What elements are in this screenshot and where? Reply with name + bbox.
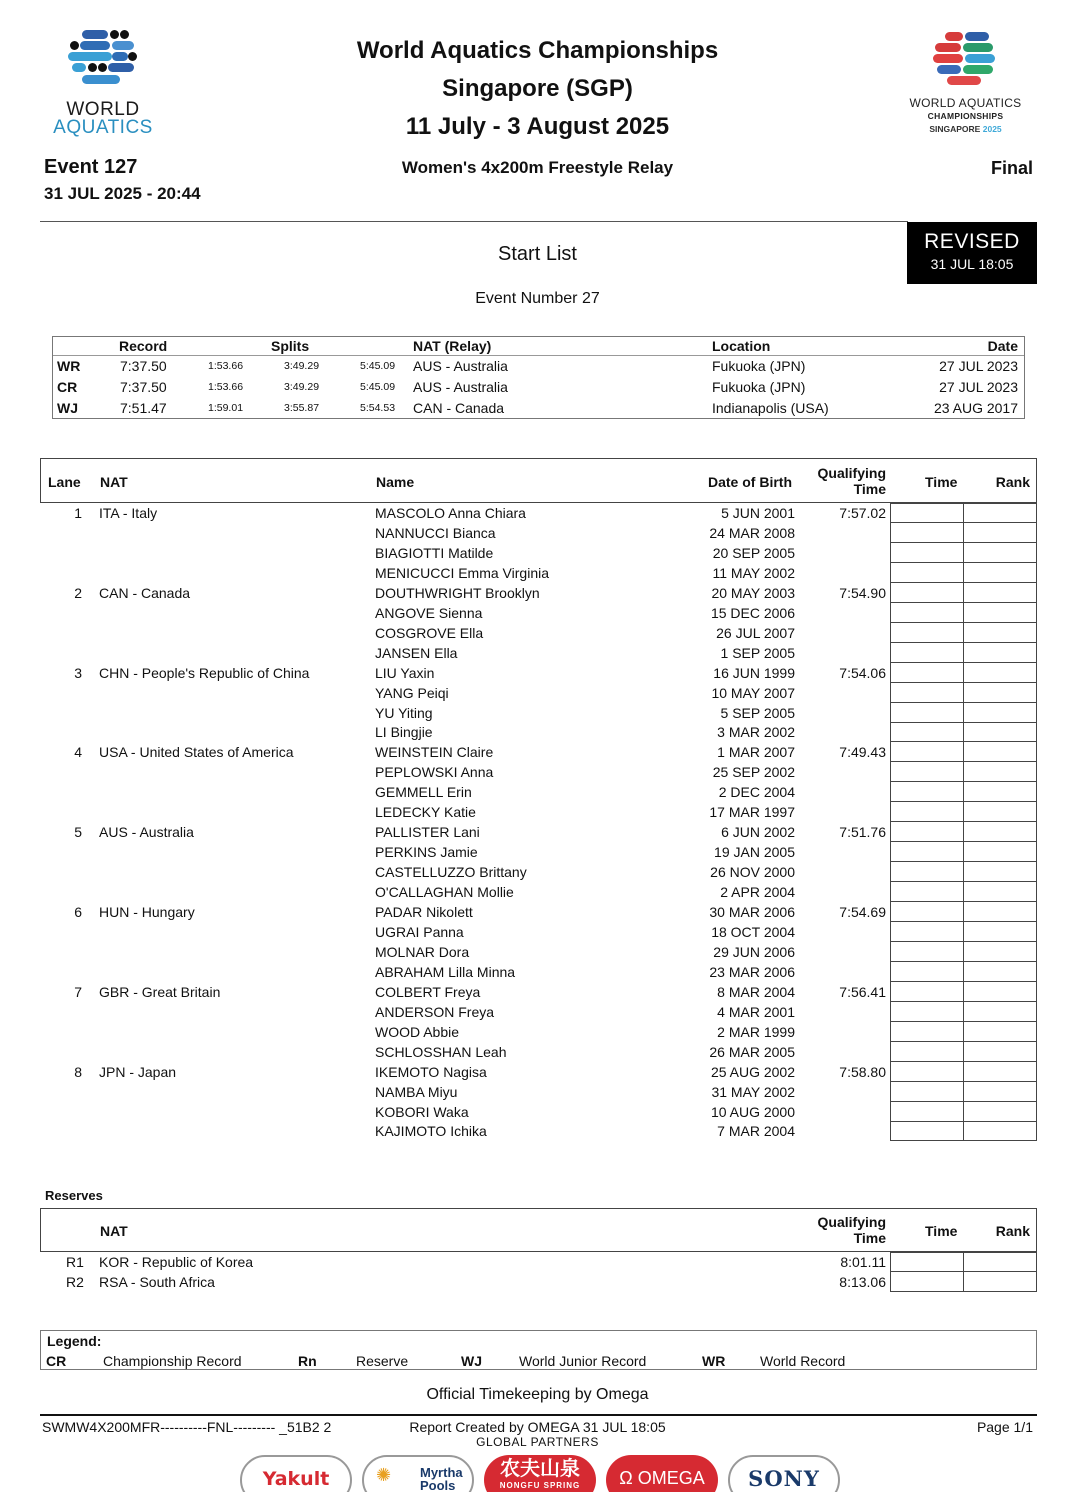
rank-entry-box <box>963 782 1037 802</box>
table-row <box>40 922 1037 942</box>
swimmer-dob: 29 JUN 2006 <box>713 943 795 960</box>
legend-desc-rn: Reserve <box>356 1353 409 1369</box>
lane-number: 5 <box>74 824 82 841</box>
logo-text-city: SINGAPORE <box>929 124 981 134</box>
table-row <box>40 543 1037 563</box>
rank-entry-box <box>963 1062 1037 1082</box>
reserves-header-nat: NAT <box>100 1223 128 1239</box>
lane-number: 7 <box>74 983 82 1000</box>
swimmer-dob: 1 SEP 2005 <box>720 644 795 661</box>
time-entry-box <box>890 862 964 882</box>
record-date: 23 AUG 2017 <box>933 400 1018 416</box>
partner-nongfu-text: 农夫山泉 <box>500 1458 580 1480</box>
table-row <box>40 703 1037 723</box>
records-header-record: Record <box>119 338 168 354</box>
rank-entry-box <box>963 742 1037 762</box>
records-header-location: Location <box>712 338 771 354</box>
time-entry-box <box>890 683 964 703</box>
document-code: SWMW4X200MFR----------FNL--------- _51B2 2 <box>42 1419 332 1435</box>
lane-number: 2 <box>74 584 82 601</box>
rank-entry-box <box>963 503 1037 523</box>
record-date: 27 JUL 2023 <box>939 358 1018 374</box>
partner-sony-logo <box>728 1455 840 1492</box>
time-entry-box <box>890 1022 964 1042</box>
omega-icon: Ω <box>619 1468 638 1488</box>
report-created: Report Created by OMEGA 31 JUL 18:05 <box>409 1419 666 1435</box>
qualifying-time: 7:54.90 <box>839 584 886 601</box>
rank-entry-box <box>963 583 1037 603</box>
lane-number: 3 <box>74 664 82 681</box>
record-time: 7:37.50 <box>120 379 167 395</box>
rank-entry-box <box>963 1272 1037 1292</box>
time-entry-box <box>890 842 964 862</box>
record-split-3: 5:54.53 <box>360 402 396 414</box>
swimmer-name: CASTELLUZZO Brittany <box>375 864 527 881</box>
swimmer-dob: 25 SEP 2002 <box>712 764 795 781</box>
swimmer-dob: 20 SEP 2005 <box>712 544 795 561</box>
swimmer-name: COSGROVE Ella <box>375 624 484 641</box>
reserve-row <box>40 1272 1037 1292</box>
records-header-splits: Splits <box>271 338 310 354</box>
rank-entry-box <box>963 902 1037 922</box>
swimmer-dob: 2 MAR 1999 <box>717 1023 795 1040</box>
time-entry-box <box>890 503 964 523</box>
lane-number: 4 <box>74 744 82 761</box>
swimmer-name: JANSEN Ella <box>375 644 458 661</box>
swimmer-name: PERKINS Jamie <box>375 844 478 861</box>
swimmer-name: WEINSTEIN Claire <box>375 744 494 761</box>
rank-entry-box <box>963 942 1037 962</box>
reserve-nat: KOR - Republic of Korea <box>99 1254 254 1270</box>
table-row <box>40 742 1037 762</box>
table-row <box>40 1102 1037 1122</box>
qualifying-time: 7:51.76 <box>839 824 886 841</box>
record-split-3: 5:45.09 <box>360 381 396 393</box>
rank-entry-box <box>963 862 1037 882</box>
rank-entry-box <box>963 623 1037 643</box>
table-row <box>40 802 1037 822</box>
team-nat: HUN - Hungary <box>99 904 195 920</box>
rank-entry-box <box>963 1252 1037 1272</box>
table-row <box>40 762 1037 782</box>
record-nat: AUS - Australia <box>413 379 508 395</box>
swimmer-name: MASCOLO Anna Chiara <box>375 505 526 521</box>
table-row <box>40 603 1037 623</box>
team-nat: CHN - People's Republic of China <box>99 664 310 681</box>
partner-myrtha-logo <box>362 1455 474 1492</box>
table-row <box>40 782 1037 802</box>
team-nat: CAN - Canada <box>99 584 191 601</box>
partner-omega-text: OMEGA <box>637 1468 705 1488</box>
rank-entry-box <box>963 523 1037 543</box>
qualifying-time: 7:49.43 <box>839 744 886 761</box>
lane-number: 1 <box>74 505 82 521</box>
partner-nongfu-sub: NONGFU SPRING <box>499 1481 581 1490</box>
swimmer-dob: 31 MAY 2002 <box>711 1083 795 1100</box>
swimmer-dob: 11 MAY 2002 <box>712 564 795 581</box>
time-entry-box <box>890 722 964 742</box>
table-row <box>40 623 1037 643</box>
table-row <box>40 842 1037 862</box>
header-qualifying-time <box>818 465 886 497</box>
record-code: WJ <box>57 400 78 416</box>
table-row <box>40 822 1037 842</box>
swimmer-dob: 16 JUN 1999 <box>713 664 795 681</box>
logo-text-singapore <box>893 124 1038 134</box>
rank-entry-box <box>963 1082 1037 1102</box>
swimmer-name: YANG Peiqi <box>375 684 449 701</box>
record-time: 7:37.50 <box>120 358 167 374</box>
rank-entry-box <box>963 922 1037 942</box>
rank-entry-box <box>963 822 1037 842</box>
logo-text-world-aquatics: WORLD AQUATICS <box>909 96 1022 110</box>
rank-entry-box <box>963 603 1037 623</box>
table-row <box>40 1002 1037 1022</box>
title-line-2: Singapore (SGP) <box>442 75 633 102</box>
record-split-1: 1:59.01 <box>208 402 244 414</box>
table-row <box>40 503 1037 523</box>
swimmer-name: COLBERT Freya <box>375 983 481 1000</box>
time-entry-box <box>890 942 964 962</box>
reserves-header-qualifying-time <box>818 1214 886 1246</box>
sun-icon: ✺ <box>376 1465 392 1485</box>
rank-entry-box <box>963 1022 1037 1042</box>
header-lane: Lane <box>48 474 81 490</box>
partner-yakult-logo <box>240 1455 352 1492</box>
reserves-header-rank: Rank <box>995 1223 1030 1239</box>
swimmer-dob: 15 DEC 2006 <box>710 604 795 621</box>
swimmer-dob: 19 JAN 2005 <box>714 844 795 861</box>
swimmer-dob: 20 MAY 2003 <box>711 584 795 601</box>
wave-bars-icon <box>68 30 138 94</box>
time-entry-box <box>890 762 964 782</box>
time-entry-box <box>890 922 964 942</box>
logo-text-world: WORLD <box>66 99 140 120</box>
lane-number: 8 <box>74 1063 82 1080</box>
swimmer-name: MENICUCCI Emma Virginia <box>375 564 549 581</box>
rank-entry-box <box>963 563 1037 583</box>
rank-entry-box <box>963 1121 1037 1141</box>
reserves-table-header <box>40 1208 1037 1252</box>
time-entry-box <box>890 703 964 723</box>
logo-text-championships: CHAMPIONSHIPS <box>927 111 1004 121</box>
reserves-header-time-word: Time <box>853 1230 886 1246</box>
document-type: Start List <box>498 243 577 265</box>
records-header-divider <box>53 355 1024 356</box>
rank-entry-box <box>963 543 1037 563</box>
reserve-code: R2 <box>66 1274 84 1290</box>
qualifying-time: 7:58.80 <box>839 1063 886 1080</box>
reserves-label: Reserves <box>45 1188 103 1203</box>
rank-entry-box <box>963 762 1037 782</box>
reserve-row <box>40 1252 1037 1272</box>
rank-entry-box <box>963 1002 1037 1022</box>
swimmer-dob: 23 MAR 2006 <box>709 963 795 980</box>
swimmer-name: PALLISTER Lani <box>375 824 480 841</box>
swimmer-dob: 24 MAR 2008 <box>709 524 795 541</box>
reserve-qualifying-time: 8:13.06 <box>839 1274 886 1290</box>
record-split-2: 3:49.29 <box>284 381 320 393</box>
swimmer-dob: 25 AUG 2002 <box>710 1063 795 1080</box>
reserve-qualifying-time: 8:01.11 <box>840 1254 886 1270</box>
event-phase: Final <box>990 158 1033 178</box>
time-entry-box <box>890 1102 964 1122</box>
header-qualifying: Qualifying <box>817 465 886 481</box>
qualifying-time: 7:56.41 <box>839 983 886 1000</box>
world-aquatics-logo <box>44 28 164 138</box>
header-time-word: Time <box>853 481 886 497</box>
rank-entry-box <box>963 722 1037 742</box>
table-row <box>40 643 1037 663</box>
time-entry-box <box>890 882 964 902</box>
table-row <box>40 1042 1037 1062</box>
table-row <box>40 882 1037 902</box>
reserves-header-qualifying: Qualifying <box>817 1214 886 1230</box>
swimmer-dob: 8 MAR 2004 <box>717 983 795 1000</box>
time-entry-box <box>890 1252 964 1272</box>
partner-nongfu-logo <box>484 1455 596 1492</box>
swimmer-name: KOBORI Waka <box>375 1103 469 1120</box>
revised-label: REVISED <box>924 230 1020 253</box>
qualifying-time: 7:57.02 <box>839 505 886 521</box>
title-line-3: 11 July - 3 August 2025 <box>405 113 670 140</box>
qualifying-time: 7:54.69 <box>839 904 886 920</box>
team-nat: ITA - Italy <box>99 505 158 521</box>
rank-entry-box <box>963 842 1037 862</box>
lane-number: 6 <box>74 904 82 920</box>
swimmer-dob: 3 MAR 2002 <box>717 724 795 741</box>
event-label: Event 127 <box>44 156 138 178</box>
table-row <box>40 1121 1037 1141</box>
header-dob: Date of Birth <box>708 474 792 490</box>
time-entry-box <box>890 1002 964 1022</box>
legend-code-wr: WR <box>702 1353 726 1369</box>
swimmer-name: ABRAHAM Lilla Minna <box>375 963 516 980</box>
swimmer-name: NANNUCCI Bianca <box>375 524 496 541</box>
swimmer-name: GEMMELL Erin <box>375 784 472 801</box>
records-header-date: Date <box>987 338 1018 354</box>
swimmer-name: DOUTHWRIGHT Brooklyn <box>375 584 540 601</box>
rank-entry-box <box>963 802 1037 822</box>
header-nat: NAT <box>100 474 128 490</box>
table-row <box>40 862 1037 882</box>
time-entry-box <box>890 543 964 563</box>
swimmer-name: ANDERSON Freya <box>375 1003 495 1020</box>
record-split-3: 5:45.09 <box>360 360 396 372</box>
swimmer-name: NAMBA Miyu <box>375 1083 458 1100</box>
time-entry-box <box>890 982 964 1002</box>
rank-entry-box <box>963 643 1037 663</box>
legend-code-rn: Rn <box>298 1353 317 1369</box>
qualifying-time: 7:54.06 <box>839 664 886 681</box>
team-nat: USA - United States of America <box>99 744 294 761</box>
swimmer-dob: 7 MAR 2004 <box>717 1123 795 1140</box>
swimmer-dob: 18 OCT 2004 <box>711 923 795 940</box>
footer-divider <box>40 1414 1037 1416</box>
swimmer-name: IKEMOTO Nagisa <box>375 1063 487 1080</box>
legend-title: Legend: <box>47 1333 102 1349</box>
reserve-code: R1 <box>66 1254 84 1270</box>
swimmer-name: PADAR Nikolett <box>375 904 473 920</box>
time-entry-box <box>890 742 964 762</box>
swimmer-name: MOLNAR Dora <box>375 943 470 960</box>
championship-title <box>300 32 775 146</box>
time-entry-box <box>890 962 964 982</box>
time-entry-box <box>890 1121 964 1141</box>
legend-desc-cr: Championship Record <box>103 1353 242 1369</box>
swimmer-dob: 26 MAR 2005 <box>709 1043 795 1060</box>
swimmer-dob: 30 MAR 2006 <box>709 904 795 920</box>
event-datetime: 31 JUL 2025 - 20:44 <box>44 184 201 203</box>
startlist-table-header <box>40 458 1037 503</box>
revised-datetime: 31 JUL 18:05 <box>930 256 1014 272</box>
partner-sony-text: SONY <box>748 1466 820 1491</box>
swimmer-name: LIU Yaxin <box>375 664 435 681</box>
page-number: Page 1/1 <box>976 1419 1033 1435</box>
table-row <box>40 523 1037 543</box>
swimmer-name: KAJIMOTO Ichika <box>375 1123 487 1140</box>
legend-code-wj: WJ <box>461 1353 482 1369</box>
swimmer-dob: 26 NOV 2000 <box>710 864 795 881</box>
header-time: Time <box>925 474 958 490</box>
time-entry-box <box>890 603 964 623</box>
reserve-nat: RSA - South Africa <box>99 1274 215 1290</box>
time-entry-box <box>890 802 964 822</box>
swimmer-dob: 1 MAR 2007 <box>717 744 795 761</box>
rank-entry-box <box>963 1102 1037 1122</box>
table-row <box>40 722 1037 742</box>
logo-text-year: 2025 <box>982 124 1002 134</box>
table-row <box>40 563 1037 583</box>
swimmer-name: BIAGIOTTI Matilde <box>375 544 494 561</box>
swimmer-dob: 10 AUG 2000 <box>710 1103 795 1120</box>
swimmer-dob: 10 MAY 2007 <box>711 684 795 701</box>
title-line-1: World Aquatics Championships <box>356 37 719 64</box>
championships-logo <box>893 28 1038 138</box>
time-entry-box <box>890 623 964 643</box>
swimmer-dob: 2 DEC 2004 <box>718 784 795 801</box>
time-entry-box <box>890 1272 964 1292</box>
logo-text-aquatics: AQUATICS <box>53 117 153 138</box>
table-row <box>40 962 1037 982</box>
time-entry-box <box>890 1042 964 1062</box>
record-split-2: 3:55.87 <box>284 402 320 414</box>
table-row <box>40 1082 1037 1102</box>
legend-desc-wr: World Record <box>760 1353 846 1369</box>
table-row <box>40 683 1037 703</box>
record-location: Indianapolis (USA) <box>712 400 829 416</box>
timekeeping-note: Official Timekeeping by Omega <box>426 1386 649 1403</box>
record-code: WR <box>57 358 81 374</box>
swimmer-name: YU Yiting <box>375 704 433 721</box>
rank-entry-box <box>963 683 1037 703</box>
rank-entry-box <box>963 982 1037 1002</box>
legend <box>40 1330 1037 1370</box>
swimmer-dob: 6 JUN 2002 <box>721 824 795 841</box>
swimmer-dob: 2 APR 2004 <box>720 884 795 901</box>
rank-entry-box <box>963 703 1037 723</box>
time-entry-box <box>890 1082 964 1102</box>
header-rank: Rank <box>995 474 1030 490</box>
record-date: 27 JUL 2023 <box>939 379 1018 395</box>
time-entry-box <box>890 663 964 683</box>
record-time: 7:51.47 <box>120 400 167 416</box>
records-table <box>52 336 1025 419</box>
legend-code-cr: CR <box>46 1353 67 1369</box>
event-name: Women's 4x200m Freestyle Relay <box>401 158 674 177</box>
swimmer-name: SCHLOSSHAN Leah <box>375 1043 507 1060</box>
swimmer-name: WOOD Abbie <box>375 1023 460 1040</box>
swimmer-dob: 17 MAR 1997 <box>709 804 795 821</box>
table-row <box>40 583 1037 603</box>
swimmer-dob: 5 SEP 2005 <box>720 704 795 721</box>
swimmer-name: LEDECKY Katie <box>375 804 476 821</box>
record-split-1: 1:53.66 <box>208 360 244 372</box>
swimmer-dob: 26 JUL 2007 <box>716 624 795 641</box>
swimmer-name: LI Bingjie <box>375 724 433 741</box>
swimmer-name: PEPLOWSKI Anna <box>375 764 494 781</box>
swimmer-name: ANGOVE Sienna <box>375 604 483 621</box>
table-row <box>40 1062 1037 1082</box>
record-location: Fukuoka (JPN) <box>712 379 806 395</box>
reserves-header-time: Time <box>925 1223 958 1239</box>
time-entry-box <box>890 643 964 663</box>
team-nat: JPN - Japan <box>99 1063 177 1080</box>
partner-omega-logo <box>606 1455 718 1492</box>
rank-entry-box <box>963 962 1037 982</box>
time-entry-box <box>890 782 964 802</box>
table-row <box>40 1022 1037 1042</box>
colorful-wave-icon <box>933 32 997 88</box>
swimmer-name: O'CALLAGHAN Mollie <box>375 884 514 901</box>
record-split-1: 1:53.66 <box>208 381 244 393</box>
time-entry-box <box>890 902 964 922</box>
record-split-2: 3:49.29 <box>284 360 320 372</box>
header-name: Name <box>376 474 415 490</box>
record-nat: CAN - Canada <box>413 400 505 416</box>
time-entry-box <box>890 1062 964 1082</box>
table-row <box>40 942 1037 962</box>
time-entry-box <box>890 822 964 842</box>
record-code: CR <box>57 379 78 395</box>
revised-badge <box>907 222 1037 284</box>
time-entry-box <box>890 523 964 543</box>
record-location: Fukuoka (JPN) <box>712 358 806 374</box>
records-header-nat: NAT (Relay) <box>413 338 492 354</box>
table-row <box>40 982 1037 1002</box>
team-nat: GBR - Great Britain <box>99 983 221 1000</box>
record-nat: AUS - Australia <box>413 358 508 374</box>
partner-yakult-text: Yakult <box>262 1468 330 1490</box>
time-entry-box <box>890 563 964 583</box>
team-nat: AUS - Australia <box>99 824 194 841</box>
swimmer-name: UGRAI Panna <box>375 923 464 940</box>
time-entry-box <box>890 583 964 603</box>
swimmer-dob: 4 MAR 2001 <box>717 1003 795 1020</box>
swimmer-dob: 5 JUN 2001 <box>721 505 795 521</box>
event-number: Event Number 27 <box>475 290 600 307</box>
global-partners-label: GLOBAL PARTNERS <box>476 1435 599 1449</box>
partner-myrtha-text: Myrtha Pools <box>420 1465 463 1492</box>
rank-entry-box <box>963 1042 1037 1062</box>
header-divider <box>40 221 908 222</box>
rank-entry-box <box>963 663 1037 683</box>
table-row <box>40 663 1037 683</box>
table-row <box>40 902 1037 922</box>
legend-desc-wj: World Junior Record <box>519 1353 647 1369</box>
rank-entry-box <box>963 882 1037 902</box>
